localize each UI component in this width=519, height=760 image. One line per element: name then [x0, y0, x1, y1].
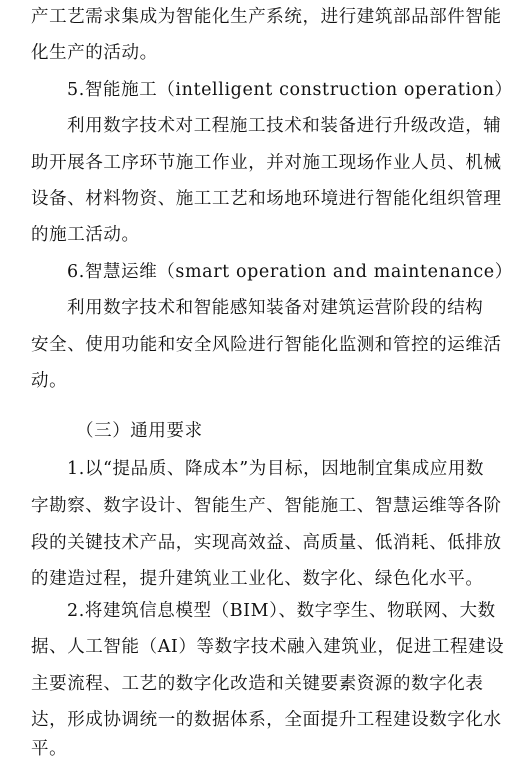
paragraph-line: 1.以“提品质、降成本”为目标，因地制宜集成应用数 — [67, 459, 485, 479]
text-line-continuation: 化生产的活动。 — [31, 43, 158, 63]
paragraph-line: 的建造过程，提升建筑业工业化、数字化、绿色化水平。 — [31, 569, 484, 589]
section-heading-smart-operation: 6.智慧运维（smart operation and maintenance） — [67, 262, 513, 282]
section-heading-intelligent-construction: 5.智能施工（intelligent construction operation） — [67, 80, 513, 100]
paragraph-line: 设备、材料物资、施工工艺和场地环境进行智能化组织管理 — [31, 189, 502, 209]
text-line-continuation: 产工艺需求集成为智能化生产系统，进行建筑部品部件智能 — [31, 7, 502, 27]
paragraph-line: 助开展各工序环节施工作业，并对施工现场作业人员、机械 — [31, 153, 502, 173]
paragraph-line: 据、人工智能（AI）等数字技术融入建筑业，促进工程建设 — [31, 637, 505, 657]
paragraph-line: 利用数字技术对工程施工技术和装备进行升级改造，辅 — [67, 116, 502, 136]
paragraph-line: 段的关键技术产品，实现高效益、高质量、低消耗、低排放 — [31, 533, 502, 553]
paragraph-line: 主要流程、工艺的数字化改造和关键要素资源的数字化表 — [31, 674, 484, 694]
paragraph-line: 平。 — [31, 739, 68, 759]
paragraph-line: 2.将建筑信息模型（BIM）、数字孪生、物联网、大数 — [67, 601, 496, 621]
paragraph-line: 动。 — [31, 371, 68, 391]
paragraph-line: 达，形成协调统一的数据体系，全面提升工程建设数字化水 — [31, 710, 502, 730]
paragraph-line: 利用数字技术和智能感知装备对建筑运营阶段的结构 — [67, 298, 484, 318]
paragraph-line: 的施工活动。 — [31, 225, 140, 245]
paragraph-line: 字勘察、数字设计、智能生产、智能施工、智慧运维等各阶 — [31, 496, 502, 516]
section-heading-general-requirements: （三）通用要求 — [76, 421, 203, 441]
paragraph-line: 安全、使用功能和安全风险进行智能化监测和管控的运维活 — [31, 335, 502, 355]
